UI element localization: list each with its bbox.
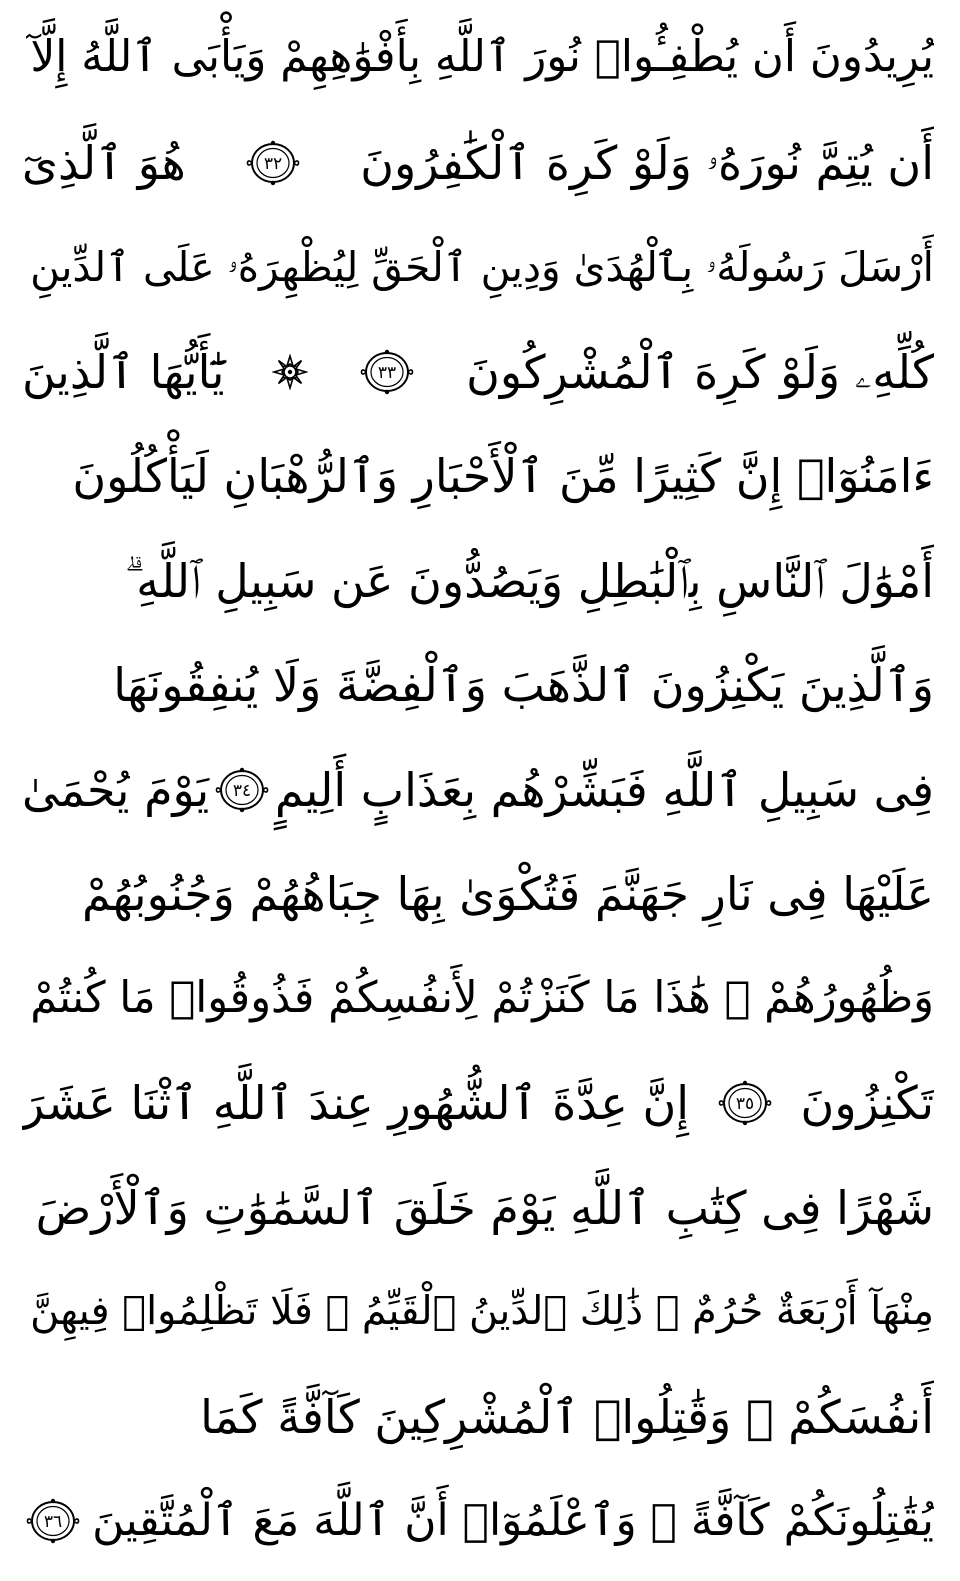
- quran-line-3: [22, 215, 934, 320]
- verse-text: يُقَٰتِلُونَكُمْ كَآفَّةً ۚ وَٱعْلَمُوٓا۟ أَنَّ ٱللَّهَ مَعَ ٱلْمُتَّقِينَ: [92, 1495, 934, 1547]
- verse-text: هُوَ ٱلَّذِىٓ: [22, 135, 186, 190]
- verse-text: مِنْهَآ أَرْبَعَةٌ حُرُمٌ ۚ ذَٰلِكَ ٱلدِّينُ ٱلْقَيِّمُ ۚ فَلَا تَظْلِمُوا۟ فِيهِنَّ: [30, 1288, 934, 1335]
- verse-text: فِى سَبِيلِ ٱللَّهِ فَبَشِّرْهُم بِعَذَابٍ أَلِيمٍ: [274, 762, 934, 817]
- quran-line-13: [22, 1260, 934, 1365]
- verse-text: إِنَّ عِدَّةَ ٱلشُّهُورِ عِندَ ٱللَّهِ ٱثْنَا عَشَرَ: [22, 1076, 690, 1131]
- verse-text: تَكْنِزُونَ: [800, 1076, 934, 1131]
- quran-line-9: [22, 842, 934, 947]
- quran-line-8: [22, 738, 934, 843]
- ayah-end-marker-icon: [211, 765, 273, 815]
- verse-text: أَمْوَٰلَ ٱلنَّاسِ بِٱلْبَٰطِلِ وَيَصُدُّونَ عَن سَبِيلِ ٱللَّهِ ۗ: [124, 553, 934, 608]
- ayah-end-marker-icon: [356, 347, 418, 397]
- quran-line-15: [22, 1469, 934, 1574]
- quran-line-12: [22, 1156, 934, 1261]
- hizb-marker-icon: [272, 354, 308, 390]
- quran-line-1: [22, 6, 934, 111]
- quran-line-7: [22, 633, 934, 738]
- verse-text: أَنفُسَكُمْ ۚ وَقَٰتِلُوا۟ ٱلْمُشْرِكِينَ كَآفَّةً كَمَا: [200, 1389, 934, 1444]
- verse-text: يَوْمَ يُحْمَىٰ: [22, 762, 210, 817]
- ayah-number: ٣٥: [735, 1094, 754, 1115]
- quran-line-6: [22, 529, 934, 634]
- quran-line-4: [22, 320, 934, 425]
- ayah-number: ٣٢: [263, 153, 283, 174]
- verse-text: كُلِّهِۦ وَلَوْ كَرِهَ ٱلْمُشْرِكُونَ: [466, 344, 934, 399]
- ayah-number: ٣٦: [43, 1512, 63, 1533]
- verse-text: أَرْسَلَ رَسُولَهُۥ بِٱلْهُدَىٰ وَدِينِ ٱلْحَقِّ لِيُظْهِرَهُۥ عَلَى ٱلدِّينِ: [30, 242, 934, 291]
- quran-line-10: [22, 947, 934, 1052]
- verse-text: ءَامَنُوٓا۟ إِنَّ كَثِيرًا مِّنَ ٱلْأَحْبَارِ وَٱلرُّهْبَانِ لَيَأْكُلُونَ: [72, 449, 934, 504]
- verse-text: أَن يُتِمَّ نُورَهُۥ وَلَوْ كَرِهَ ٱلْكَٰفِرُونَ: [360, 135, 934, 190]
- ayah-end-marker-icon: [22, 1496, 84, 1546]
- verse-text: يَٰٓأَيُّهَا ٱلَّذِينَ: [22, 344, 225, 399]
- verse-text: وَٱلَّذِينَ يَكْنِزُونَ ٱلذَّهَبَ وَٱلْفِضَّةَ وَلَا يُنفِقُونَهَا: [113, 658, 934, 713]
- quran-line-5: [22, 424, 934, 529]
- verse-text: وَظُهُورُهُمْ ۖ هَٰذَا مَا كَنَزْتُمْ لِأَنفُسِكُمْ فَذُوقُوا۟ مَا كُنتُمْ: [30, 973, 934, 1024]
- ayah-end-marker-icon: [242, 138, 304, 188]
- ayah-end-marker-icon: [714, 1078, 776, 1128]
- quran-line-14: [22, 1365, 934, 1470]
- quran-line-2: [22, 111, 934, 216]
- verse-text: عَلَيْهَا فِى نَارِ جَهَنَّمَ فَتُكْوَىٰ بِهَا جِبَاهُهُمْ وَجُنُوبُهُمْ: [81, 867, 934, 922]
- verse-text: يُرِيدُونَ أَن يُطْفِـُٔوا۟ نُورَ ٱللَّهِ بِأَفْوَٰهِهِمْ وَيَأْبَى ٱللَّهُ إِلَّآ: [30, 32, 934, 83]
- ayah-number: ٣٤: [232, 780, 252, 801]
- quran-line-11: [22, 1051, 934, 1156]
- ayah-number: ٣٣: [378, 362, 397, 383]
- verse-text: شَهْرًا فِى كِتَٰبِ ٱللَّهِ يَوْمَ خَلَقَ ٱلسَّمَٰوَٰتِ وَٱلْأَرْضَ: [35, 1180, 934, 1235]
